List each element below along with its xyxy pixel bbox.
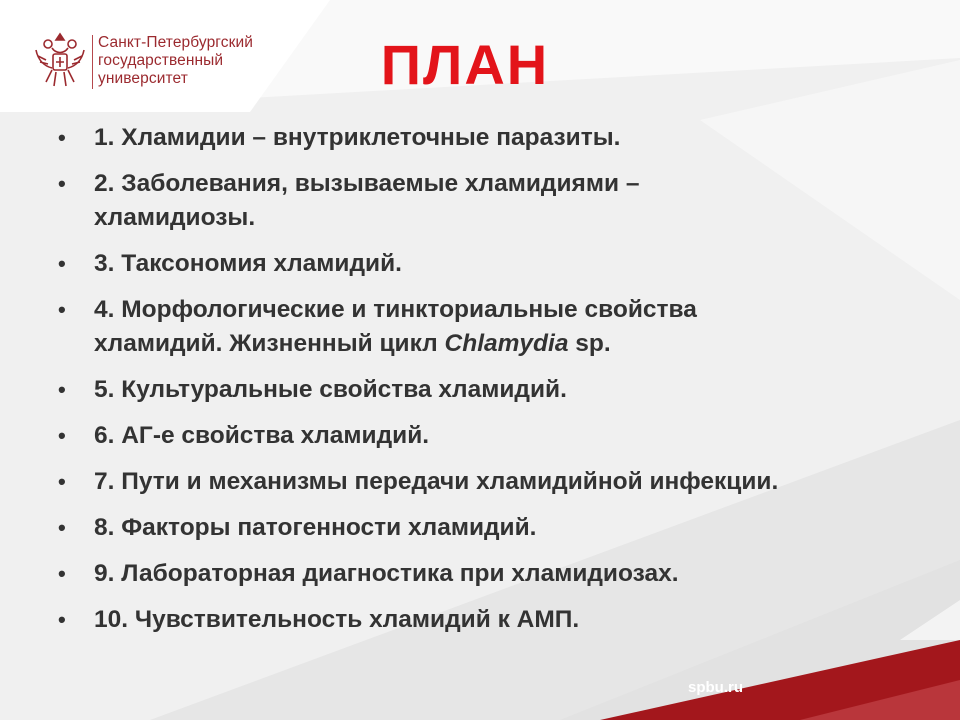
bullet-icon: • — [58, 561, 66, 586]
item-text: 10. Чувствительность хламидий к АМП. — [94, 606, 580, 633]
university-name-line-1: Санкт-Петербургский — [98, 34, 253, 51]
university-name-line-2: государственный — [98, 52, 224, 69]
item-text: 6. АГ-е свойства хламидий. — [94, 422, 430, 449]
item-text-continued: хламидий. Жизненный цикл — [94, 330, 445, 357]
item-text-suffix: sp. — [568, 330, 611, 357]
bullet-icon: • — [58, 515, 66, 540]
item-text: 5. Культуральные свойства хламидий. — [94, 376, 567, 403]
bullet-icon: • — [58, 297, 66, 322]
bullet-icon: • — [58, 125, 66, 150]
item-text: 2. Заболевания, вызываемые хламидиями – — [94, 170, 640, 197]
item-text: 9. Лабораторная диагностика при хламидиозах. — [94, 560, 679, 587]
bullet-icon: • — [58, 251, 66, 276]
bullet-icon: • — [58, 607, 66, 632]
bullet-icon: • — [58, 377, 66, 402]
item-text: 7. Пути и механизмы передачи хламидийной инфекции. — [94, 468, 779, 495]
item-text: 8. Факторы патогенности хламидий. — [94, 514, 537, 541]
item-text: 1. Хламидии – внутриклеточные паразиты. — [94, 124, 621, 151]
item-text: 4. Морфологические и тинкториальные свойства — [94, 296, 697, 323]
genus-name: Chlamydia — [444, 330, 569, 357]
bullet-icon: • — [58, 469, 66, 494]
item-text-continued: хламидиозы. — [94, 204, 256, 231]
bullet-icon: • — [58, 171, 66, 196]
footer-site-link[interactable]: spbu.ru — [688, 679, 743, 696]
page-title: ПЛАН — [380, 33, 550, 96]
university-name-line-3: университет — [98, 70, 188, 87]
bullet-icon: • — [58, 423, 66, 448]
item-text: 3. Таксономия хламидий. — [94, 250, 402, 277]
